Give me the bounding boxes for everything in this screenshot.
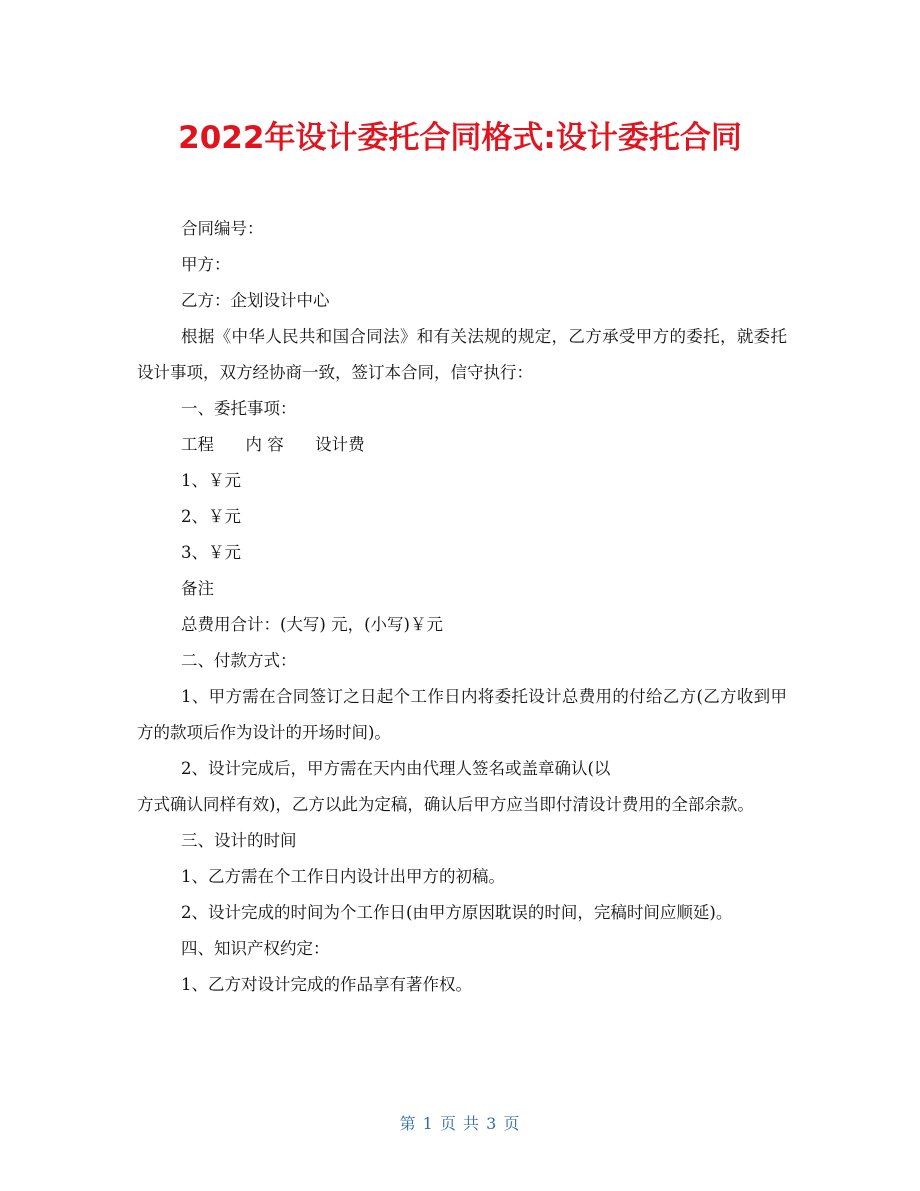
schedule-clause-2: 2、设计完成的时间为个工作日(由甲方原因耽误的时间，完稿时间应顺延)。 <box>181 903 733 922</box>
payment-clause-2-part-2: 方式确认同样有效)，乙方以此为定稿，确认后甲方应当即付清设计费用的全部余款。 <box>137 795 754 814</box>
page-number-footer: 第 1 页 共 3 页 <box>399 1114 521 1133</box>
document-body <box>137 211 787 1003</box>
section-heading-1: 一、委托事项： <box>181 399 297 418</box>
total-fee-line: 总费用合计：(大写) 元，(小写)￥元 <box>181 615 443 634</box>
remarks-line: 备注 <box>181 579 214 598</box>
payment-clause-1: 1、甲方需在合同签订之日起个工作日内将委托设计总费用的付给乙方(乙方收到甲方的款项后作为设计的开场时间)。 <box>137 687 787 742</box>
party-b-line: 乙方：企划设计中心 <box>181 291 330 310</box>
party-a-line: 甲方： <box>181 255 231 274</box>
section-heading-2: 二、付款方式： <box>181 651 297 670</box>
document-title: 2022年设计委托合同格式:设计委托合同 <box>178 120 742 156</box>
fee-table-header: 工程 内 容 设计费 <box>181 435 365 454</box>
contract-number-line: 合同编号： <box>181 219 264 238</box>
fee-item-2: 2、￥元 <box>181 507 241 526</box>
payment-clause-2-part-1: 2、设计完成后，甲方需在天内由代理人签名或盖章确认(以 <box>181 759 611 778</box>
section-heading-4: 四、知识产权约定： <box>181 939 330 958</box>
section-heading-3: 三、设计的时间 <box>181 831 297 850</box>
fee-item-3: 3、￥元 <box>181 543 241 562</box>
fee-item-1: 1、￥元 <box>181 471 241 490</box>
ip-clause-1: 1、乙方对设计完成的作品享有著作权。 <box>181 975 472 994</box>
schedule-clause-1: 1、乙方需在个工作日内设计出甲方的初稿。 <box>181 867 505 886</box>
preamble-paragraph: 根据《中华人民共和国合同法》和有关法规的规定，乙方承受甲方的委托，就委托设计事项，双方经协商一致，签订本合同，信守执行： <box>137 327 787 382</box>
